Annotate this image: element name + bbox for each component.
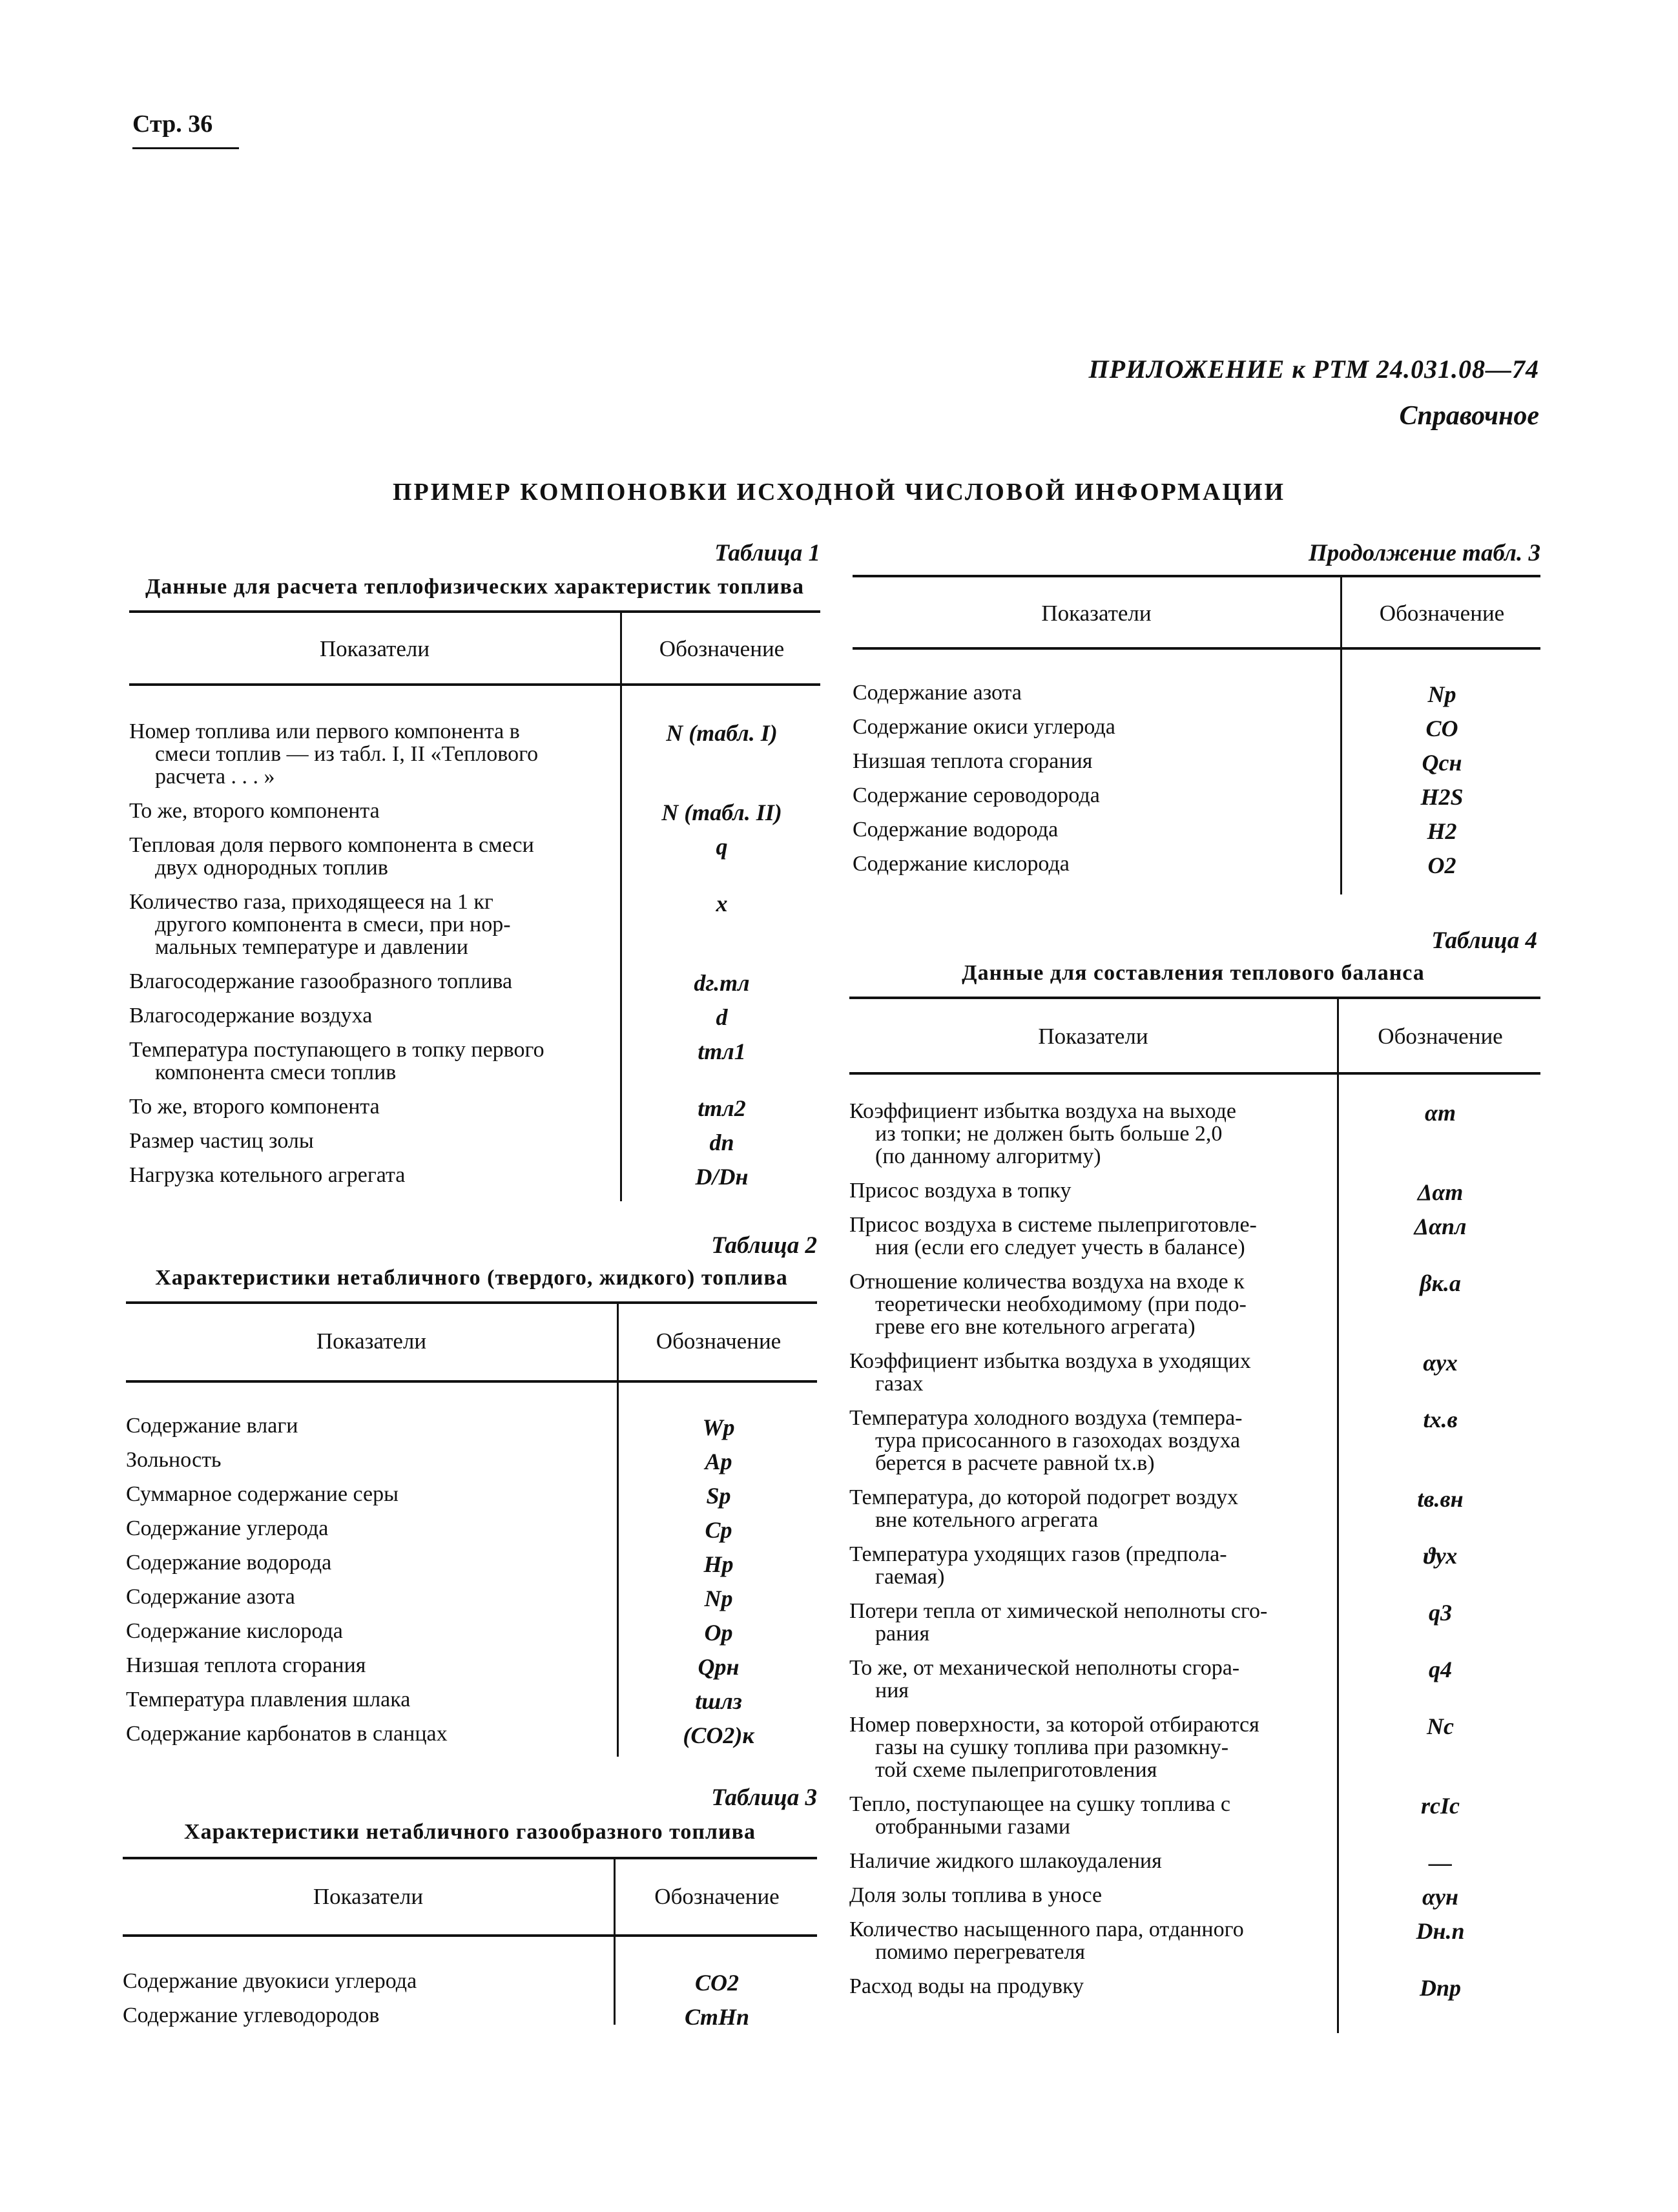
row-label [123, 1970, 604, 1992]
row-symbol: Qсн [1422, 750, 1462, 776]
table3c-header-indicators: Показатели [1041, 601, 1152, 626]
row-label [126, 1483, 607, 1505]
row-label-line: мальных температуре и давлении [155, 935, 468, 959]
row-label-line: Размер частиц золы [129, 1129, 314, 1153]
row-symbol: d [716, 1004, 728, 1030]
row-symbol: Wр [702, 1414, 735, 1440]
row-label-line: Содержание углеводородов [123, 2003, 380, 2027]
row-label [129, 834, 620, 879]
row-symbol: D/Dн [695, 1164, 749, 1190]
row-label-line: Содержание кислорода [853, 852, 1070, 876]
row-label [126, 1449, 607, 1471]
table3-header-designation: Обозначение [654, 1884, 780, 1909]
row-label-line: вне котельного агрегата [875, 1508, 1099, 1532]
row-symbol: q3 [1429, 1600, 1452, 1626]
row-label [849, 1850, 1327, 1872]
table4-title: Данные для составления теплового баланса [962, 961, 1425, 985]
table3c-column-separator [1340, 575, 1342, 894]
row-label-line: Содержание окиси углерода [853, 715, 1115, 739]
row-label-line: Содержание водорода [853, 818, 1059, 842]
row-label [853, 681, 1331, 704]
table3-continuation [853, 575, 1540, 894]
row-label-line: Количество газа, приходящееся на 1 кг [129, 890, 493, 914]
row-label [853, 853, 1331, 875]
table1-title: Данные для расчета теплофизических характеристик топлива [145, 575, 805, 599]
row-label [849, 1793, 1327, 1838]
row-symbol: Nр [1427, 681, 1456, 707]
row-label [129, 1004, 620, 1027]
page-number-rule [132, 147, 239, 149]
row-label-line: Влагосодержание газообразного топлива [129, 969, 513, 993]
row-label [126, 1517, 607, 1540]
row-label-line: расчета . . . » [155, 765, 275, 789]
row-label-line: той схеме пылеприготовления [875, 1758, 1157, 1782]
row-symbol: αун [1422, 1884, 1458, 1910]
table3-caption: Таблица 3 [711, 1784, 817, 1811]
table2-header-designation: Обозначение [656, 1328, 782, 1354]
table2-caption: Таблица 2 [711, 1232, 817, 1259]
row-label-line: (по данному алгоритму) [875, 1144, 1101, 1168]
row-symbol: x [716, 891, 728, 916]
row-symbol: — [1429, 1850, 1452, 1876]
row-symbol: ϑух [1423, 1543, 1458, 1569]
row-label-line: Номер поверхности, за которой отбираются [849, 1713, 1259, 1737]
row-symbol: tшлз [695, 1688, 742, 1714]
table3 [123, 1857, 817, 2030]
row-label-line: ния [875, 1679, 909, 1702]
reference-label: Справочное [1399, 401, 1539, 431]
table3c-header-designation: Обозначение [1379, 601, 1505, 626]
row-label [849, 1884, 1327, 1907]
row-symbol: Δαт [1417, 1179, 1464, 1205]
row-label-line: греве его вне котельного агрегата) [875, 1315, 1196, 1339]
row-label-line: Номер топлива или первого компонента в [129, 719, 520, 743]
row-label-line: Температура, до которой подогрет воздух [849, 1485, 1239, 1509]
main-title: ПРИМЕР КОМПОНОВКИ ИСХОДНОЙ ЧИСЛОВОЙ ИНФОРМАЦИИ [393, 479, 1285, 506]
row-label [853, 716, 1331, 738]
row-label [849, 1179, 1327, 1202]
row-label [123, 2004, 604, 2027]
row-symbol: O2 [1427, 853, 1456, 878]
row-symbol: rсIс [1421, 1793, 1460, 1819]
row-label [849, 1407, 1327, 1474]
row-label-line: Присос воздуха в топку [849, 1179, 1072, 1203]
row-label [849, 1975, 1327, 1998]
row-label-line: Доля золы топлива в уносе [849, 1883, 1103, 1907]
row-label-line: гаемая) [875, 1565, 945, 1589]
row-label-line: рания [875, 1622, 930, 1646]
row-symbol: Cр [705, 1517, 732, 1543]
row-label-line: То же, от механической неполноты сгора- [849, 1656, 1240, 1680]
row-symbol: Dн.п [1416, 1918, 1465, 1944]
row-label-line: Расход воды на продувку [849, 1974, 1084, 1998]
table4-column-separator [1337, 997, 1339, 2033]
table1-top-rule [129, 610, 820, 613]
row-symbol: Nр [704, 1586, 733, 1611]
row-symbol: Δαпл [1414, 1214, 1467, 1239]
row-label [129, 891, 620, 958]
row-label [849, 1100, 1327, 1168]
page-number: Стр. 36 [132, 110, 213, 138]
row-label-line: газы на сушку топлива при разомкну- [875, 1735, 1229, 1759]
row-label-line: компонента смеси топлив [155, 1060, 397, 1084]
row-label [126, 1551, 607, 1574]
row-label-line: другого компонента в смеси, при нор- [155, 913, 511, 936]
row-label [849, 1918, 1327, 1963]
row-label [129, 1130, 620, 1152]
table3-header-indicators: Показатели [313, 1884, 424, 1909]
row-symbol: αух [1423, 1350, 1458, 1376]
row-label-line: двух однородных топлив [155, 856, 388, 880]
row-label-line: Содержание азота [853, 681, 1022, 705]
row-label-line: Температура уходящих газов (предпола- [849, 1542, 1227, 1566]
row-label-line: тура присосанного в газоходах воздуха [875, 1429, 1241, 1452]
table3-column-separator [614, 1857, 616, 2025]
row-symbol: Qрн [698, 1654, 740, 1680]
table4-top-rule [849, 997, 1540, 999]
row-label [853, 750, 1331, 772]
table3-top-rule [123, 1857, 817, 1859]
table4-header-rule [849, 1072, 1540, 1075]
table1-header-indicators: Показатели [319, 636, 430, 661]
row-symbol: tтл1 [698, 1039, 746, 1064]
table1-header-rule [129, 683, 820, 686]
row-label-line: Влагосодержание воздуха [129, 1004, 373, 1028]
row-label-line: Присос воздуха в системе пылеприготовле- [849, 1213, 1257, 1237]
row-symbol: Aр [705, 1449, 732, 1474]
table1 [129, 610, 820, 1201]
row-symbol: Hр [703, 1551, 734, 1577]
table2-title: Характеристики нетабличного (твердого, жидкого) топлива [155, 1266, 788, 1290]
row-label-line: ния (если его следует учесть в балансе) [875, 1235, 1245, 1259]
row-label [849, 1600, 1327, 1645]
row-label-line: Коэффициент избытка воздуха на выходе [849, 1099, 1236, 1123]
table4-header-indicators: Показатели [1038, 1024, 1148, 1049]
row-label-line: Низшая теплота сгорания [853, 749, 1093, 773]
row-symbol: CO [1425, 716, 1458, 741]
table2-column-separator [617, 1301, 619, 1757]
row-label [849, 1713, 1327, 1781]
row-symbol: H2 [1427, 818, 1457, 844]
table3c-header-rule [853, 647, 1540, 650]
row-symbol: q [716, 834, 728, 860]
table1-header-designation: Обозначение [659, 636, 785, 661]
row-label-line: смеси топлив — из табл. I, II «Теплового [155, 742, 539, 766]
row-label [849, 1657, 1327, 1702]
row-label-line: Отношение количества воздуха на входе к [849, 1270, 1245, 1294]
row-label-line: Суммарное содержание серы [126, 1482, 399, 1506]
row-label-line: Температура холодного воздуха (темпера- [849, 1406, 1243, 1430]
row-label-line: Наличие жидкого шлакоудаления [849, 1849, 1162, 1873]
table3-cont-caption: Продолжение табл. 3 [1309, 540, 1540, 566]
row-symbol: tв.вн [1417, 1486, 1464, 1512]
row-symbol: tх.в [1423, 1407, 1458, 1432]
row-symbol: CmHn [684, 2004, 750, 2030]
row-label [129, 1039, 620, 1084]
row-label-line: Содержание водорода [126, 1551, 332, 1575]
row-label [126, 1654, 607, 1677]
table1-caption: Таблица 1 [714, 540, 820, 566]
table3c-top-rule [853, 575, 1540, 577]
row-symbol: Dпр [1419, 1975, 1462, 2001]
row-label-line: газах [875, 1372, 924, 1396]
row-label [129, 970, 620, 993]
row-symbol: βк.а [1420, 1270, 1461, 1296]
row-label [126, 1414, 607, 1437]
row-label-line: теоретически необходимому (при подо- [875, 1292, 1247, 1316]
row-symbol: Nс [1427, 1713, 1454, 1739]
row-label-line: Содержание карбонатов в сланцах [126, 1722, 448, 1746]
row-label-line: берется в расчете равной tх.в) [875, 1451, 1155, 1475]
row-label-line: Содержание двуокиси углерода [123, 1969, 417, 1993]
row-label [849, 1270, 1327, 1338]
row-label [129, 1095, 620, 1118]
row-label-line: Содержание углерода [126, 1516, 329, 1540]
table4 [849, 997, 1540, 2033]
row-symbol: N (табл. II) [661, 800, 782, 825]
row-label-line: помимо перегревателя [875, 1940, 1086, 1964]
row-label [853, 784, 1331, 807]
row-symbol: Oр [704, 1620, 733, 1646]
table1-column-separator [620, 610, 622, 1201]
row-label [129, 720, 620, 788]
row-label-line: То же, второго компонента [129, 1095, 380, 1119]
row-symbol: Sр [706, 1483, 731, 1509]
row-label-line: Тепловая доля первого компонента в смеси [129, 833, 534, 857]
row-label-line: Потери тепла от химической неполноты сго- [849, 1599, 1268, 1623]
row-label-line: Содержание кислорода [126, 1619, 343, 1643]
row-label [126, 1688, 607, 1711]
row-label-line: Температура поступающего в топку первого [129, 1038, 544, 1062]
row-label-line: отобранными газами [875, 1815, 1071, 1839]
row-label [849, 1350, 1327, 1395]
table2-header-rule [126, 1380, 817, 1383]
table2-header-indicators: Показатели [316, 1328, 427, 1354]
row-label-line: Зольность [126, 1448, 222, 1472]
row-label-line: Тепло, поступающее на сушку топлива с [849, 1792, 1231, 1816]
table3-header-rule [123, 1934, 817, 1937]
row-label-line: Низшая теплота сгорания [126, 1653, 366, 1677]
row-label-line: То же, второго компонента [129, 799, 380, 823]
row-label-line: Содержание сероводорода [853, 783, 1100, 807]
row-label-line: Количество насыщенного пара, отданного [849, 1917, 1244, 1941]
row-symbol: dп [709, 1130, 734, 1155]
row-label [849, 1543, 1327, 1588]
row-label [129, 800, 620, 822]
row-label [849, 1214, 1327, 1259]
row-label [126, 1620, 607, 1642]
row-symbol: tтл2 [698, 1095, 746, 1121]
row-label [126, 1586, 607, 1608]
row-label-line: Содержание азота [126, 1585, 295, 1609]
table4-header-designation: Обозначение [1378, 1024, 1503, 1049]
table2-top-rule [126, 1301, 817, 1304]
row-symbol: CO2 [694, 1970, 739, 1996]
row-label-line: Содержание влаги [126, 1414, 298, 1438]
row-symbol: dг.тл [694, 970, 750, 996]
row-label [129, 1164, 620, 1186]
row-symbol: N (табл. I) [666, 720, 778, 746]
table4-caption: Таблица 4 [1431, 927, 1537, 954]
table3-title: Характеристики нетабличного газообразного топлива [184, 1820, 756, 1844]
appendix-label: ПРИЛОЖЕНИЕ к РТМ 24.031.08—74 [1088, 355, 1539, 384]
table2 [126, 1301, 817, 1757]
row-symbol: αт [1425, 1100, 1456, 1126]
row-label [849, 1486, 1327, 1531]
row-label [853, 818, 1331, 841]
row-label-line: из топки; не должен быть больше 2,0 [875, 1122, 1223, 1146]
row-label-line: Температура плавления шлака [126, 1688, 411, 1711]
row-symbol: H2S [1420, 784, 1464, 810]
row-symbol: q4 [1429, 1657, 1452, 1682]
row-label-line: Коэффициент избытка воздуха в уходящих [849, 1349, 1251, 1373]
row-label [126, 1722, 607, 1745]
row-label-line: Нагрузка котельного агрегата [129, 1163, 406, 1187]
row-symbol: (CO2)к [683, 1722, 754, 1748]
